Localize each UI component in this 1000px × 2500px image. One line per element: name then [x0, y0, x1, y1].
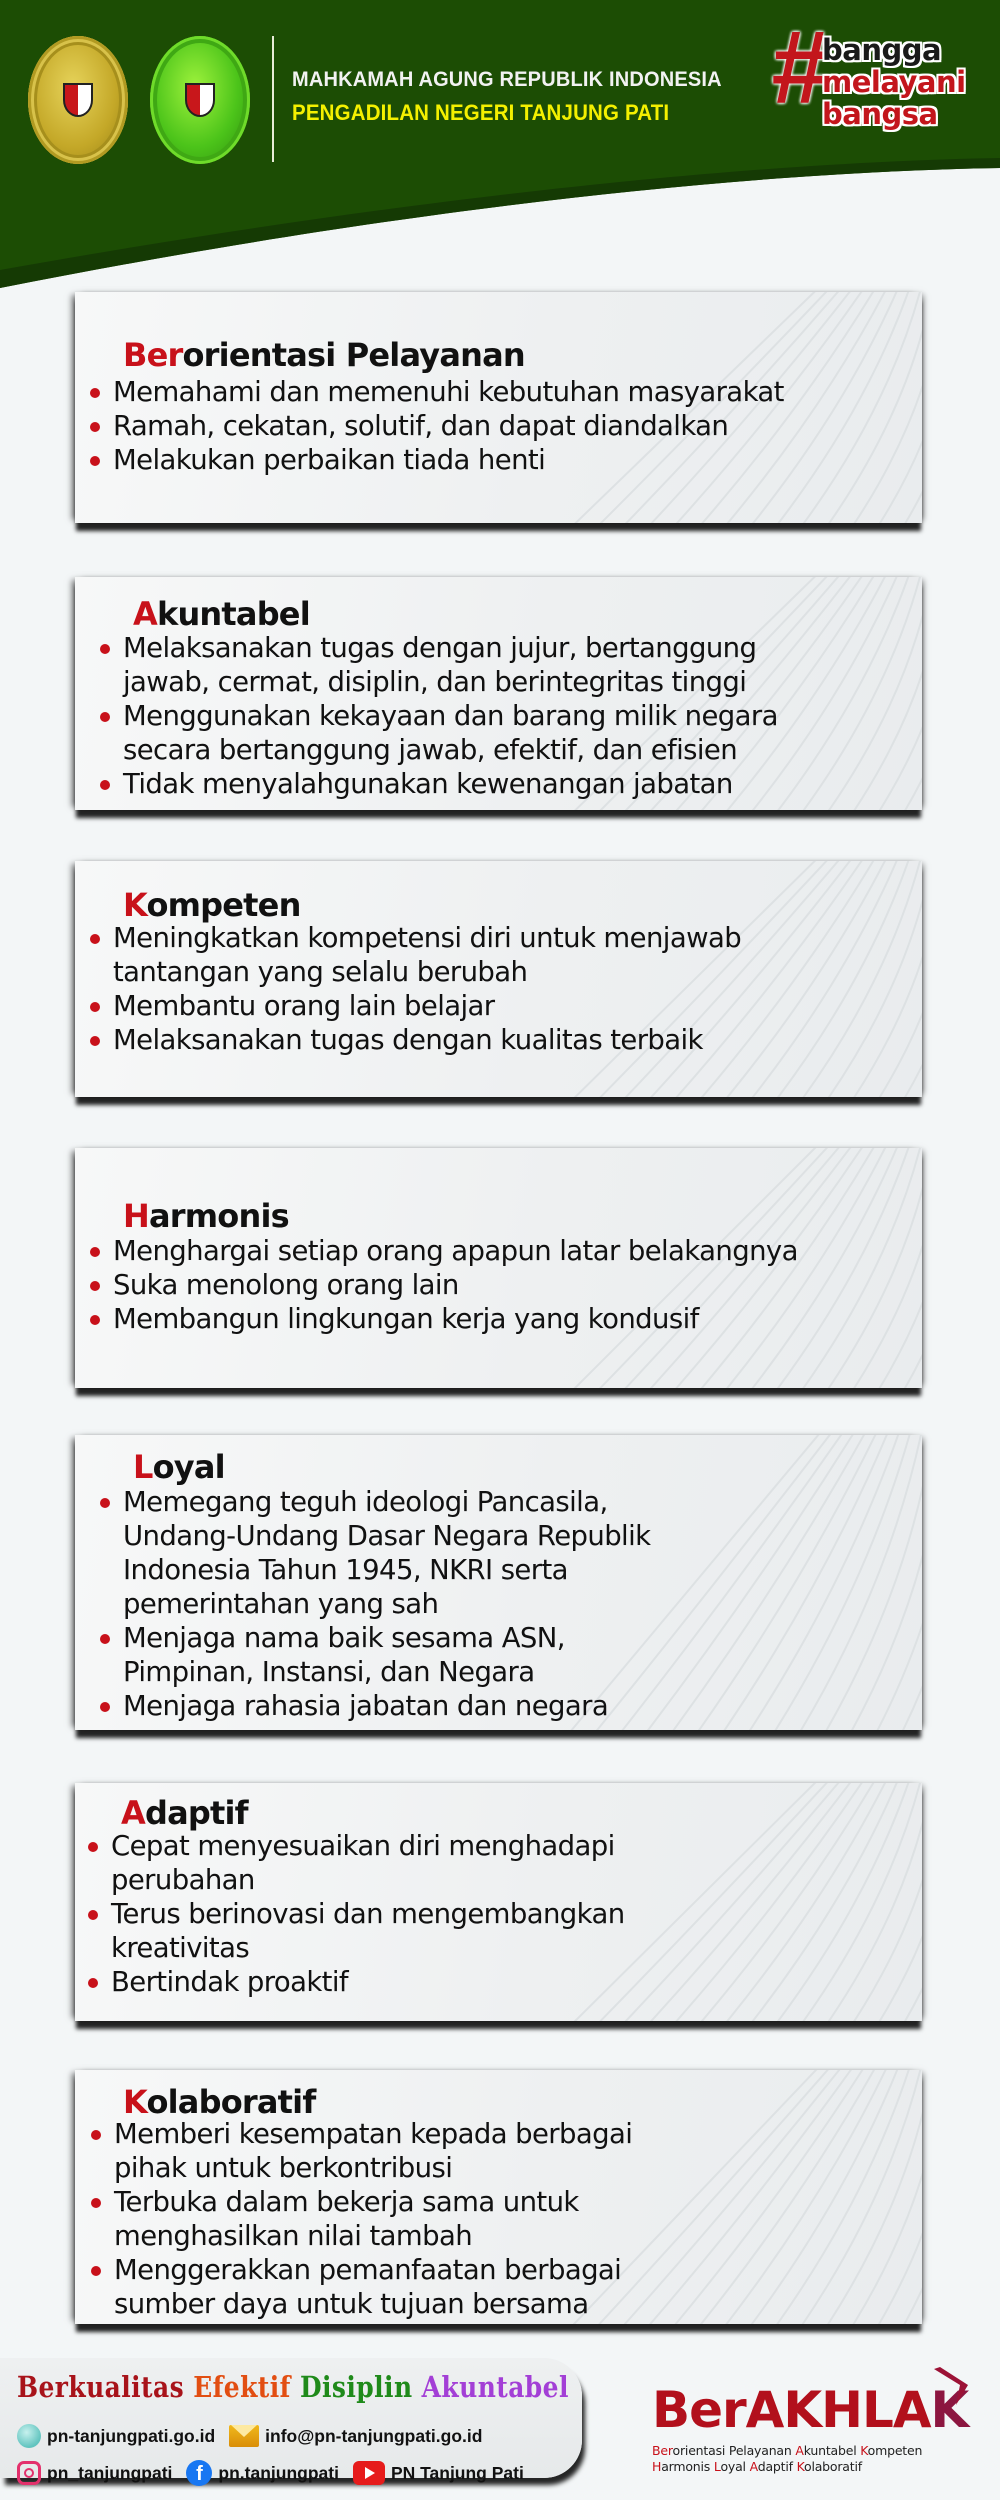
quality-slogan: [17, 2370, 569, 2404]
card-title: Kolaboratif: [123, 2083, 316, 2121]
hashtag-icon: #: [770, 10, 828, 126]
email-text: info@pn-tanjungpati.go.id: [265, 2425, 483, 2446]
card-bullet-list: [100, 1485, 650, 1723]
chevron-right-icon: [934, 2367, 970, 2407]
list-item: Menggerakkan pemanfaatan berbagai sumber daya untuk tujuan bersama: [91, 2253, 632, 2321]
instagram-icon: [17, 2461, 41, 2485]
card-bullet-list: [90, 921, 741, 1057]
contact-row-web: [17, 2424, 496, 2448]
list-item: Terus berinovasi dan mengembangkan kreativitas: [88, 1897, 625, 1965]
value-card: [75, 1435, 922, 1730]
card-bullet-list: [90, 1234, 798, 1336]
card-title: Akuntabel: [133, 595, 310, 633]
org-name-secondary: PENGADILAN NEGERI TANJUNG PATI: [292, 100, 670, 125]
bangga-melayani-bangsa-tagline: [770, 10, 990, 131]
list-item: Membangun lingkungan kerja yang kondusif: [90, 1302, 798, 1336]
slogan-word: Efektif: [193, 2370, 291, 2404]
list-item: Terbuka dalam bekerja sama untuk menghasilkan nilai tambah: [91, 2185, 632, 2253]
list-item: Menghargai setiap orang apapun latar belakangnya: [90, 1234, 798, 1268]
garuda-shield-icon: [185, 83, 215, 117]
card-title: Loyal: [133, 1448, 225, 1486]
value-card: [75, 2070, 922, 2324]
card-title: Harmonis: [123, 1197, 289, 1235]
card-bullet-list: [100, 631, 778, 801]
card-bullet-list: [90, 375, 784, 477]
berakhlak-subtitle: Berorientasi Pelayanan Akuntabel Kompeten: [652, 2443, 923, 2458]
card-title: Berorientasi Pelayanan: [123, 336, 525, 374]
value-card: [75, 861, 922, 1097]
list-item: Melaksanakan tugas dengan kualitas terbaik: [90, 1023, 741, 1057]
slogan-word: Akuntabel: [421, 2370, 569, 2404]
list-item: Cepat menyesuaikan diri menghadapi perubahan: [88, 1829, 625, 1897]
facebook-link[interactable]: [186, 2460, 339, 2486]
youtube-link[interactable]: [353, 2461, 524, 2485]
list-item: Menjaga nama baik sesama ASN, Pimpinan, Instansi, dan Negara: [100, 1621, 650, 1689]
value-card: [75, 1783, 922, 2021]
slogan-word: Disiplin: [299, 2370, 413, 2404]
value-card: [75, 292, 922, 523]
list-item: Menjaga rahasia jabatan dan negara: [100, 1689, 650, 1723]
youtube-icon: [353, 2461, 385, 2485]
list-item: Tidak menyalahgunakan kewenangan jabatan: [100, 767, 778, 801]
berakhlak-subtitle: Harmonis Loyal Adaptif Kolaboratif: [652, 2459, 862, 2474]
tagline-word: bangga: [822, 33, 942, 67]
globe-icon: [17, 2424, 41, 2448]
list-item: Melaksanakan tugas dengan jujur, bertanggung jawab, cermat, disiplin, dan berintegritas tinggi: [100, 631, 778, 699]
list-item: Melakukan perbaikan tiada henti: [90, 443, 784, 477]
website-text: pn-tanjungpati.go.id: [47, 2425, 216, 2446]
tagline-word: melayani: [822, 65, 966, 99]
berakhlak-wordmark: BerAKHLAK: [652, 2381, 969, 2439]
slogan-word: Berkualitas: [17, 2370, 185, 2404]
card-bullet-list: [88, 1829, 625, 1999]
card-bullet-list: [91, 2117, 632, 2321]
contact-row-social: [17, 2460, 538, 2486]
org-name-primary: MAHKAMAH AGUNG REPUBLIK INDONESIA: [292, 67, 722, 91]
tagline-word: bangsa: [822, 97, 938, 131]
list-item: Memberi kesempatan kepada berbagai pihak untuk berkontribusi: [91, 2117, 632, 2185]
list-item: Ramah, cekatan, solutif, dan dapat diandalkan: [90, 409, 784, 443]
value-card: [75, 577, 922, 810]
email-link[interactable]: [229, 2425, 482, 2447]
website-link[interactable]: [17, 2424, 215, 2448]
card-title: Adaptif: [121, 1794, 248, 1832]
list-item: Bertindak proaktif: [88, 1965, 625, 1999]
mail-icon: [229, 2425, 259, 2447]
list-item: Meningkatkan kompetensi diri untuk menjawab tantangan yang selalu berubah: [90, 921, 741, 989]
berakhlak-logo: [652, 2355, 992, 2474]
instagram-link[interactable]: [17, 2461, 172, 2485]
list-item: Memegang teguh ideologi Pancasila, Undang-Undang Dasar Negara Republik Indonesia Tahun 1945, NKRI serta pemerintahan yang sah: [100, 1485, 650, 1621]
facebook-icon: f: [186, 2460, 212, 2486]
youtube-text: PN Tanjung Pati: [390, 2462, 524, 2483]
header-divider: [272, 36, 274, 162]
pengadilan-negeri-seal-icon: [150, 36, 250, 164]
list-item: Suka menolong orang lain: [90, 1268, 798, 1302]
list-item: Menggunakan kekayaan dan barang milik negara secara bertanggung jawab, efektif, dan efisien: [100, 699, 778, 767]
list-item: Membantu orang lain belajar: [90, 989, 741, 1023]
card-title: Kompeten: [123, 886, 301, 924]
mahkamah-agung-seal-icon: [28, 36, 128, 164]
facebook-text: pn.tanjungpati: [218, 2462, 339, 2483]
instagram-text: pn_tanjungpati: [47, 2462, 173, 2483]
garuda-shield-icon: [63, 83, 93, 117]
value-card: [75, 1148, 922, 1388]
list-item: Memahami dan memenuhi kebutuhan masyarakat: [90, 375, 784, 409]
